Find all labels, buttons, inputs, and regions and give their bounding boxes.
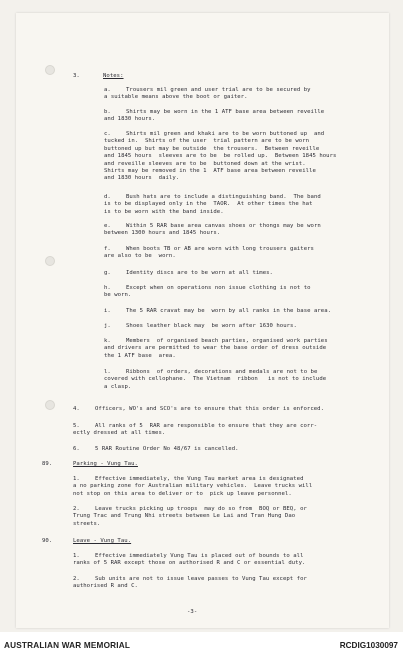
- text-line: and 1830 hours.: [104, 116, 156, 123]
- paragraph-text: [73, 423, 317, 438]
- order-number: 89.: [42, 461, 53, 467]
- text-line: are also to be worn.: [104, 253, 176, 260]
- text-line: not stop on this area to deliver or to pick up leave personnel.: [73, 490, 292, 497]
- note-text: [104, 87, 311, 102]
- note-label: l.: [104, 369, 111, 375]
- note-label: d.: [104, 194, 111, 200]
- text-line: and 1830 hours daily.: [104, 175, 180, 182]
- note-text: [104, 246, 314, 261]
- paragraph-text: [73, 406, 324, 413]
- text-line: and 1845 hours sleeves are to be be rolled up. Between 1845 hours: [104, 153, 337, 160]
- punch-hole: [45, 256, 55, 266]
- note-text: [104, 308, 331, 315]
- text-line: Members of organised beach parties, organised work parties: [126, 338, 328, 344]
- paragraph-text: [73, 476, 312, 498]
- text-line: Effective immediately Vung Tau is placed out of bounds to all: [95, 553, 304, 559]
- text-line: streets.: [73, 520, 101, 527]
- note-label: e.: [104, 223, 111, 229]
- text-line: authorised R and C.: [73, 583, 138, 590]
- note-text: [104, 338, 328, 360]
- paragraph-number: 2.: [73, 506, 80, 512]
- note-label: g.: [104, 270, 111, 276]
- paragraph-number: 3.: [73, 73, 80, 79]
- paragraph-number: 1.: [73, 476, 80, 482]
- paragraph-number: 2.: [73, 576, 80, 582]
- order-title: Leave - Vung Tau.: [73, 538, 132, 544]
- text-line: Sub units are not to issue leave passes to Vung Tau except for: [95, 576, 307, 582]
- archive-reference: RCDIG1030097: [339, 641, 398, 650]
- text-line: All ranks of 5 RAR are responsible to ensure that they are corr-: [95, 423, 318, 429]
- text-line: a suitable means above the boot or gaiter.: [104, 94, 248, 101]
- text-line: When boots TB or AB are worn with long trousers gaiters: [126, 246, 314, 252]
- text-line: Effective immediately, the Vung Tau market area is designated: [95, 476, 304, 482]
- note-text: [104, 194, 321, 216]
- text-line: Officers, WO's and SCO's are to ensure that this order is enforced.: [95, 406, 324, 412]
- text-line: tucked in. Shirts of the user trial pattern are to be worn: [104, 138, 310, 145]
- note-label: i.: [104, 308, 111, 314]
- note-label: k.: [104, 338, 111, 344]
- paragraph-text: [73, 553, 305, 568]
- note-text: [104, 131, 336, 183]
- text-line: buttoned up but may be outside the trousers. Between reveille: [104, 145, 320, 152]
- text-line: Within 5 RAR base area canvas shoes or thongs may be worn: [126, 223, 321, 229]
- text-line: is to be worn with the band inside.: [104, 208, 224, 215]
- note-label: j.: [104, 323, 111, 329]
- text-line: Shirts mil green and khaki are to be worn buttoned up and: [126, 131, 325, 137]
- text-line: Shoes leather black may be worn after 1630 hours.: [126, 323, 297, 329]
- paragraph-number: 4.: [73, 406, 80, 412]
- note-text: [104, 109, 324, 124]
- note-text: [104, 223, 321, 238]
- text-line: Identity discs are to be worn at all times.: [126, 270, 273, 276]
- text-line: covered with cellophane. The Vietnam ribbon is not to include: [104, 376, 327, 383]
- punch-hole: [45, 400, 55, 410]
- text-line: the 1 ATF base area.: [104, 352, 176, 359]
- page-number: -3-: [187, 609, 198, 615]
- note-text: [104, 285, 311, 300]
- order-number: 90.: [42, 538, 53, 544]
- document-page: [16, 13, 389, 628]
- paragraph-text: [73, 446, 239, 453]
- text-line: Trung Trac and Trung Nhi streets between Le Lai and Tran Hung Dao: [73, 513, 296, 520]
- paragraph-number: 5.: [73, 423, 80, 429]
- text-line: Shirts may be worn in the 1 ATF base area between reveille: [126, 109, 325, 115]
- punch-hole: [45, 65, 55, 75]
- text-line: is to be displayed only in the TAOR. At other times the hat: [104, 201, 313, 208]
- text-line: be worn.: [104, 292, 132, 299]
- text-line: Bush hats are to include a distinguishing band. The band: [126, 194, 321, 200]
- note-label: h.: [104, 285, 111, 291]
- paragraph-number: 6.: [73, 446, 80, 452]
- text-line: between 1300 hours and 1845 hours.: [104, 230, 221, 237]
- note-label: a.: [104, 87, 111, 93]
- text-line: ectly dressed at all times.: [73, 430, 166, 437]
- text-line: Trousers mil green and user trial are to be secured by: [126, 87, 311, 93]
- note-text: [104, 369, 326, 391]
- text-line: 5 RAR Routine Order No 48/67 is cancelled.: [95, 446, 239, 452]
- order-title: Parking - Vung Tau.: [73, 461, 138, 467]
- paragraph-number: 1.: [73, 553, 80, 559]
- text-line: Shirts may be removed in the 1 ATF base area between reveille: [104, 168, 316, 175]
- paragraph-text: [73, 506, 307, 528]
- text-line: a clasp.: [104, 383, 132, 390]
- text-line: a no parking zone for Australian military vehicles. Leave trucks will: [73, 483, 313, 490]
- text-line: The 5 RAR cravat may be worn by all ranks in the base area.: [126, 308, 332, 314]
- paragraph-text: [73, 576, 307, 591]
- note-text: [104, 270, 273, 277]
- section-heading: Notes:: [103, 73, 124, 79]
- archive-footer: [0, 632, 403, 654]
- note-label: c.: [104, 131, 111, 137]
- text-line: and drivers are permitted to wear the base order of dress outside: [104, 345, 327, 352]
- text-line: ranks of 5 RAR except those on authorised R and C or essential duty.: [73, 560, 306, 567]
- text-line: Ribbons of orders, decorations and medals are not to be: [126, 369, 318, 375]
- archive-name: AUSTRALIAN WAR MEMORIAL: [4, 641, 131, 650]
- text-line: and reveille sleeves are to be buttoned down at the wrist.: [104, 160, 306, 167]
- note-label: f.: [104, 246, 111, 252]
- text-line: Leave trucks picking up troops may do so from BOQ or BEQ, or: [95, 506, 307, 512]
- note-label: b.: [104, 109, 111, 115]
- text-line: Except when on operations non issue clothing is not to: [126, 285, 311, 291]
- note-text: [104, 323, 297, 330]
